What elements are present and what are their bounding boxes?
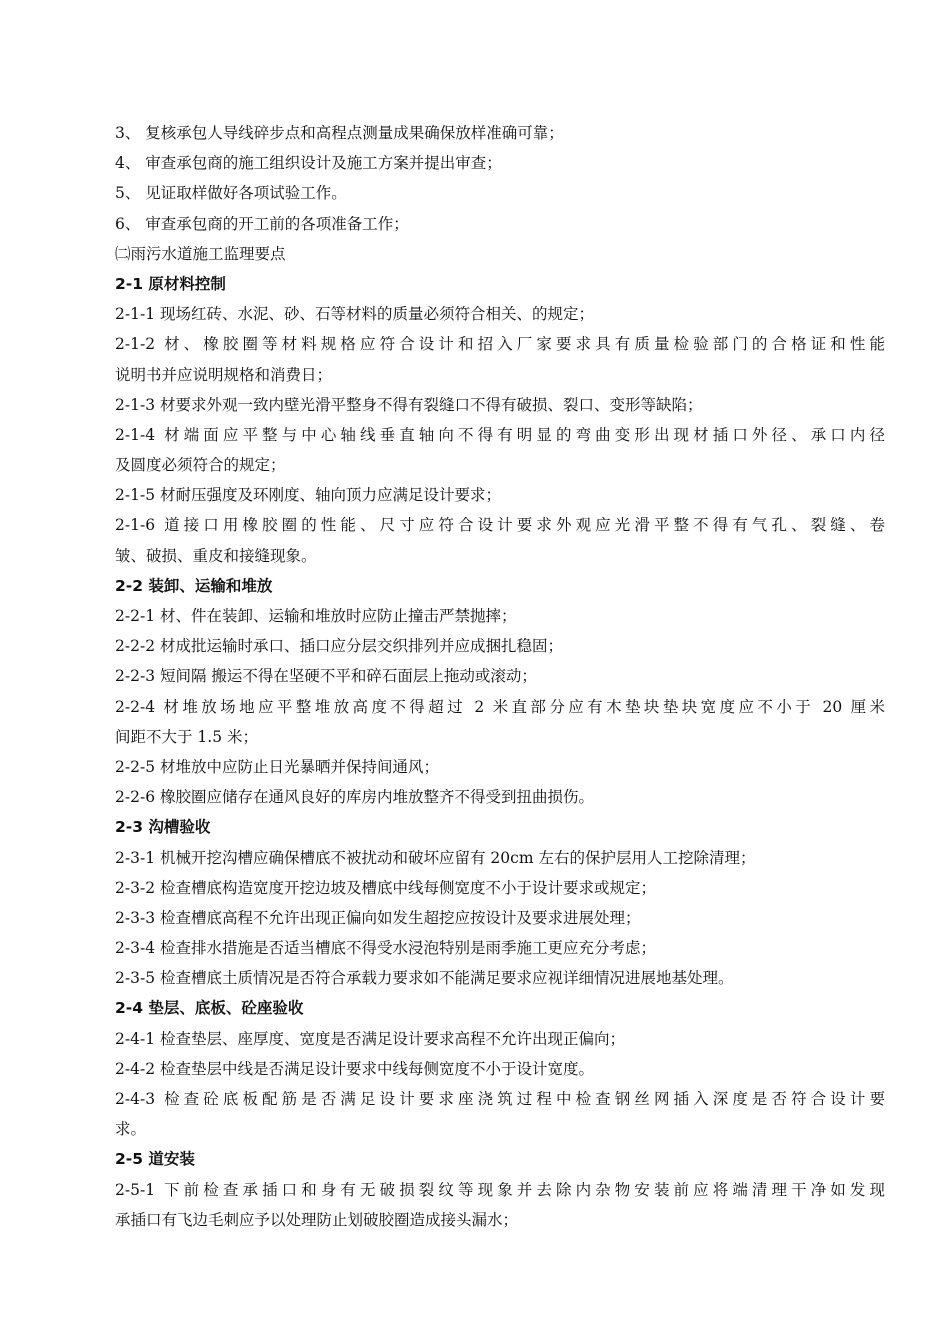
text-line: 承插口有飞边毛刺应予以处理防止划破胶圈造成接头漏水； bbox=[115, 1210, 519, 1229]
text-line: 2-3-1 机械开挖沟槽应确保槽底不被扰动和破坏应留有 20cm 左右的保护层用人工挖除清理； bbox=[115, 848, 756, 867]
text-line: 2-3-3 检查槽底高程不允许出现正偏向如发生超挖应按设计及要求进展处理； bbox=[115, 908, 641, 927]
text-line: 及圆度必须符合的规定； bbox=[115, 456, 286, 475]
text-line: 6、 审查承包商的开工前的各项准备工作； bbox=[115, 214, 409, 233]
text-line: 说明书并应说明规格和消费日； bbox=[115, 365, 333, 384]
section-heading: ㈡雨污水道施工监理要点 bbox=[115, 244, 286, 263]
text-line: 2-3-5 检查槽底土质情况是否符合承载力要求如不能满足要求应视详细情况进展地基处理。 bbox=[115, 969, 734, 988]
subsection-heading: 2-4 垫层、底板、砼座验收 bbox=[115, 999, 304, 1018]
text-line: 5、 见证取样做好各项试验工作。 bbox=[115, 184, 347, 203]
text-line: 2-3-2 检查槽底构造宽度开挖边坡及槽底中线每侧宽度不小于设计要求或规定； bbox=[115, 878, 656, 897]
text-line: 2-5-1 下前检查承插口和身有无破损裂纹等现象并去除内杂物安装前应将端清理干净如发现 bbox=[115, 1180, 885, 1199]
text-line: 2-3-4 检查排水措施是否适当槽底不得受水浸泡特别是雨季施工更应充分考虑； bbox=[115, 939, 656, 958]
text-line: 2-1-1 现场红砖、水泥、砂、石等材料的质量必须符合相关、的规定； bbox=[115, 305, 594, 324]
subsection-heading: 2-1 原材料控制 bbox=[115, 274, 226, 293]
text-line: 2-2-3 短间隔 搬运不得在坚硬不平和碎石面层上拖动或滚动； bbox=[115, 667, 537, 686]
text-line: 2-2-6 橡胶圈应储存在通风良好的库房内堆放整齐不得受到扭曲损伤。 bbox=[115, 788, 594, 807]
text-line: 2-4-1 检查垫层、座厚度、宽度是否满足设计要求高程不允许出现正偏向； bbox=[115, 1029, 625, 1048]
text-line: 2-1-4 材端面应平整与中心轴线垂直轴向不得有明显的弯曲变形出现材插口外径、承口内径 bbox=[115, 425, 885, 444]
text-line: 皱、破损、重皮和接缝现象。 bbox=[115, 546, 317, 565]
text-line: 2-1-2 材、橡胶圈等材料规格应符合设计和招入厂家要求具有质量检验部门的合格证和性能 bbox=[115, 335, 885, 354]
subsection-heading: 2-3 沟槽验收 bbox=[115, 818, 211, 837]
text-line: 2-2-2 材成批运输时承口、插口应分层交织排列并应成捆扎稳固； bbox=[115, 637, 563, 656]
subsection-heading: 2-2 装卸、运输和堆放 bbox=[115, 576, 273, 595]
text-line: 2-1-5 材耐压强度及环刚度、轴向顶力应满足设计要求； bbox=[115, 486, 501, 505]
text-line: 4、 审查承包商的施工组织设计及施工方案并提出审查； bbox=[115, 154, 502, 173]
text-line: 3、 复核承包人导线碎步点和高程点测量成果确保放样准确可靠； bbox=[115, 124, 564, 142]
text-line: 2-2-1 材、件在装卸、运输和堆放时应防止撞击严禁抛摔； bbox=[115, 607, 517, 625]
text-line: 2-2-4 材堆放场地应平整堆放高度不得超过 2 米直部分应有木垫块垫块宽度应不小于 20 厘米 bbox=[115, 697, 885, 716]
text-line: 2-1-6 道接口用橡胶圈的性能、尺寸应符合设计要求外观应光滑平整不得有气孔、裂缝、卷 bbox=[115, 516, 885, 535]
text-line: 求。 bbox=[115, 1120, 147, 1139]
text-line: 间距不大于 1.5 米； bbox=[115, 727, 259, 746]
document-page bbox=[115, 118, 885, 1235]
subsection-heading: 2-5 道安装 bbox=[115, 1150, 195, 1169]
text-line: 2-1-3 材要求外观一致内壁光滑平整身不得有裂缝口不得有破损、裂口、变形等缺陷； bbox=[115, 395, 703, 414]
text-line: 2-4-2 检查垫层中线是否满足设计要求中线每侧宽度不小于设计宽度。 bbox=[115, 1059, 594, 1078]
text-line: 2-2-5 材堆放中应防止日光暴晒并保持间通风； bbox=[115, 757, 439, 776]
text-line: 2-4-3 检查砼底板配筋是否满足设计要求座浇筑过程中检查钢丝网插入深度是否符合设计要 bbox=[115, 1090, 885, 1108]
